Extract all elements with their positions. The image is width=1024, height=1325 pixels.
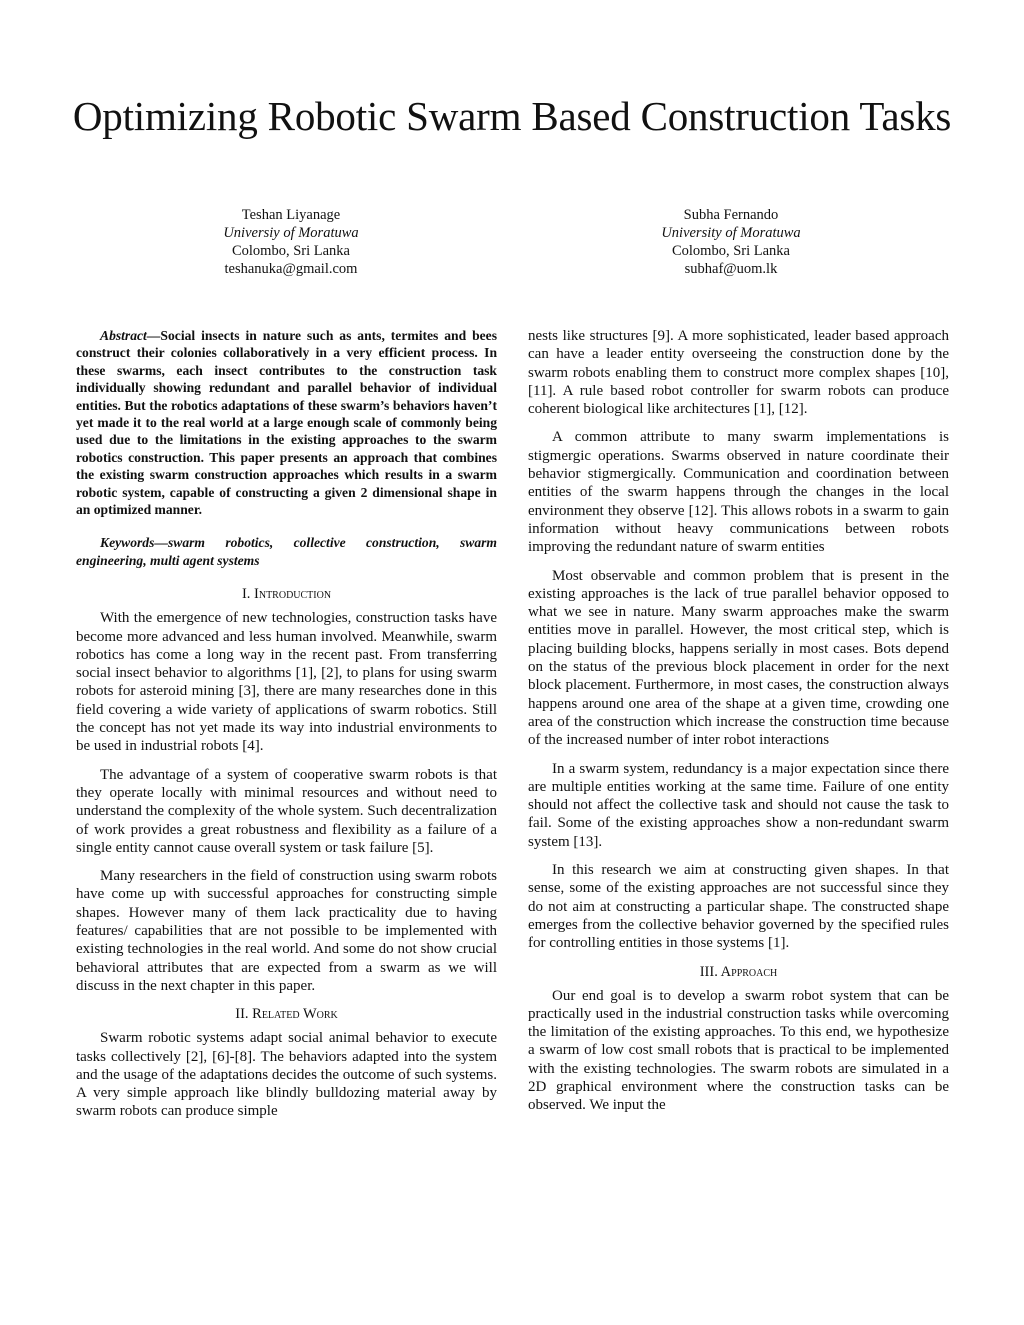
author-email: subhaf@uom.lk — [684, 261, 778, 277]
author-email: teshanuka@gmail.com — [224, 261, 358, 277]
abstract-text: Social insects in nature such as ants, termites and bees construct their colonies collaboratively in a very efficient process. In these swarms, each insect contributes to the construction task individually showing redundant and parallel behavior of individual entities. But the robotics adaptations of these swarm’s behaviors haven’t yet made it to the real world at a large enough scale of commonly being used due to the limitations in the existing approaches to the swarm robotics construction. This paper presents an approach that combines the existing swarm construction approaches which results in a swarm robotic system, capable of constructing a given 2 dimensional shape in an optimized manner. — [76, 328, 497, 518]
paragraph: In a swarm system, redundancy is a major expectation since there are multiple entities working at the same time. Failure of one entity should not affect the collective task and should not cause the task to fail. Some of the existing approaches show a non-redundant swarm system [13]. — [528, 760, 949, 850]
section-heading-approach: III. Approach — [699, 963, 778, 980]
paragraph: Many researchers in the field of construction using swarm robots have come up with successful approaches for constructing simple shapes. However many of them lack practicality due to having features/ capabilities that are not possible to be implemented with existing technologies in the real world. And some do not show crucial behavioral attributes that are expected from a swarm as we will discuss in the next chapter in this paper. — [76, 868, 497, 994]
author-location: Colombo, Sri Lanka — [671, 243, 790, 259]
author-location: Colombo, Sri Lanka — [231, 243, 350, 259]
author-name: Teshan Liyanage — [241, 207, 341, 223]
section-heading-introduction: I. Introduction — [241, 586, 332, 603]
paragraph: The advantage of a system of cooperative swarm robots is that they operate locally with minimal resources and without need to understand the complexity of the whole system. Such decentralization of work provides a great robustness and flexibility as a failure of a single entity cannot cause overall system or task failure [5]. — [76, 766, 497, 856]
paragraph: Our end goal is to develop a swarm robot system that can be practically used in the industrial construction tasks while overcoming the limitation of the existing approaches. To this end, we hypothesize a swarm of low cost small robots that is practical to be implemented with the existing technologies. The swarm robots are simulated in a 2D graphical environment where the construction tasks can be observed. We input the — [528, 987, 949, 1114]
keywords-lead: Keywords— — [100, 535, 168, 551]
paragraph: In this research we aim at constructing given shapes. In that sense, some of the existing approaches are not successful since they do not aim at constructing a particular shape. The constructed shape emerges from the collective behavior governed by the specified rules for controlling entities in those systems [1]. — [528, 862, 949, 952]
section-heading-related-work: II. Related Work — [235, 1006, 338, 1023]
author-block-1 — [141, 206, 441, 278]
left-column — [76, 327, 497, 1131]
paragraph: Most observable and common problem that is present in the existing approaches is the lack of true parallel behavior opposed to what we see in nature. Many swarm approaches make the swarm entities move in parallel. However, the most critical step, which is placing building blocks, happens serially in most cases. Bots depend on the status of the previous block placement in order for the next block placement. Furthermore, in most cases, the construction always happens around one area of the shape at a given time, crowding one area of the construction which increase the construction time because of the increased number of inter robot interactions — [528, 567, 949, 749]
paper-title: Optimizing Robotic Swarm Based Construction Tasks — [72, 93, 952, 139]
author-block-2 — [581, 206, 881, 278]
paragraph: nests like structures [9]. A more sophisticated, leader based approach can have a leader entity overseeing the construction done by the swarm robots enabling them to construct more complex shapes [10], [11]. A rule based robot controller for swarm robots can produce coherent biological like architectures [1], [12]. — [528, 328, 949, 418]
keywords — [76, 534, 497, 569]
right-column — [528, 327, 949, 1125]
author-affiliation: Universiy of Moratuwa — [223, 225, 359, 241]
paragraph: A common attribute to many swarm implementations is stigmergic operations. Swarms observed in nature coordinate their behavior stigmergically. Communication and coordination between entities of the swarm happens through the changes in the local environment they observe [12]. This allows robots in a swarm to gain information without heavy communications between robots improving the redundant nature of swarm entities — [528, 429, 949, 556]
abstract-lead: Abstract— — [100, 328, 161, 343]
author-name: Subha Fernando — [683, 207, 779, 223]
paragraph: With the emergence of new technologies, construction tasks have become more advanced and less human involved. Meanwhile, swarm robotics has come a long way in the recent past. From transferring social insect behavior to algorithms [1], [2], to plans for using swarm robots for asteroid mining [3], there are many researches done in this field covering a wide variety of applications of swarm robotics. Still the concept has not yet made its way into industrial environments to be used in industrial robots [4]. — [76, 610, 497, 755]
abstract — [76, 327, 497, 518]
paragraph: Swarm robotic systems adapt social animal behavior to execute tasks collectively [2], [6]-[8]. The behaviors adapted into the system and the usage of the adaptations decides the outcome of such systems. A very simple approach like blindly bulldozing material away by swarm robots can produce simple — [76, 1030, 497, 1120]
author-affiliation: University of Moratuwa — [661, 225, 801, 241]
keywords-text: swarm robotics, collective construction, swarm engineering, multi agent systems — [76, 535, 497, 568]
